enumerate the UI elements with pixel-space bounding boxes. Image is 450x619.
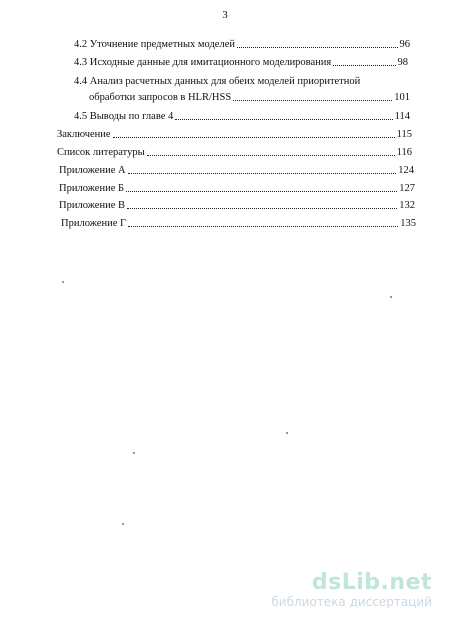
scan-speck <box>286 432 288 434</box>
toc-entry-page: 127 <box>399 183 415 194</box>
leader-dots <box>147 146 395 156</box>
leader-dots <box>237 38 398 48</box>
leader-dots <box>233 91 392 101</box>
scan-speck <box>390 296 392 298</box>
scan-speck <box>62 281 64 283</box>
toc-entry-appendix-g[interactable] <box>61 217 416 230</box>
toc-entry-label: Заключение <box>57 129 111 140</box>
scan-speck <box>133 452 135 454</box>
toc-entry-page: 132 <box>399 200 415 211</box>
toc-entry-label: 4.2 Уточнение предметных моделей <box>74 39 235 50</box>
toc-entry-appendix-v[interactable] <box>59 199 415 212</box>
toc-entry-appendix-a[interactable] <box>59 164 414 177</box>
toc-entry-label: Приложение Г <box>61 218 127 229</box>
scan-speck <box>122 523 124 525</box>
toc-entry-label: Приложение В <box>59 200 125 211</box>
toc-entry-appendix-b[interactable] <box>59 182 415 195</box>
leader-dots <box>175 110 392 120</box>
toc-entry-page: 116 <box>396 147 412 158</box>
toc-entry-label: 4.5 Выводы по главе 4 <box>74 111 174 122</box>
toc-entry-page: 98 <box>397 57 408 68</box>
leader-dots <box>128 164 397 174</box>
toc-entry-page: 101 <box>394 92 410 103</box>
leader-dots <box>128 217 398 227</box>
toc-entry-page: 96 <box>399 39 410 50</box>
toc-entry-conclusion[interactable] <box>57 128 412 141</box>
toc-entry-label: 4.3 Исходные данные для имитационного моделирования <box>74 57 332 68</box>
watermark-subtitle: библиотека диссертаций <box>271 595 432 609</box>
toc-entry-4-5[interactable] <box>74 110 410 123</box>
toc-entry-4-3[interactable] <box>74 56 408 69</box>
toc-entry-page: 115 <box>396 129 412 140</box>
toc-entry-page: 114 <box>394 111 410 122</box>
toc-entry-label: обработки запросов в HLR/HSS <box>89 92 232 103</box>
toc-entry-4-4[interactable] <box>89 91 410 104</box>
watermark <box>271 570 432 609</box>
toc-entry-4-2[interactable] <box>74 38 410 51</box>
toc-entry-label: 4.4 Анализ расчетных данных для обеих моделей приоритетной <box>74 76 361 87</box>
leader-dots <box>113 128 395 138</box>
leader-dots <box>126 182 397 192</box>
toc-entry-label: Список литературы <box>57 147 145 158</box>
leader-dots <box>127 199 397 209</box>
toc-entry-page: 124 <box>398 165 414 176</box>
page-number: 3 <box>222 9 228 21</box>
toc-entry-references[interactable] <box>57 146 412 159</box>
toc-entry-label: Приложение Б <box>59 183 125 194</box>
toc-entry-4-4-line1[interactable] <box>74 75 360 88</box>
watermark-logo: dsLib.net <box>311 570 432 595</box>
toc-entry-page: 135 <box>400 218 416 229</box>
leader-dots <box>333 56 395 66</box>
toc-entry-label: Приложение А <box>59 165 126 176</box>
